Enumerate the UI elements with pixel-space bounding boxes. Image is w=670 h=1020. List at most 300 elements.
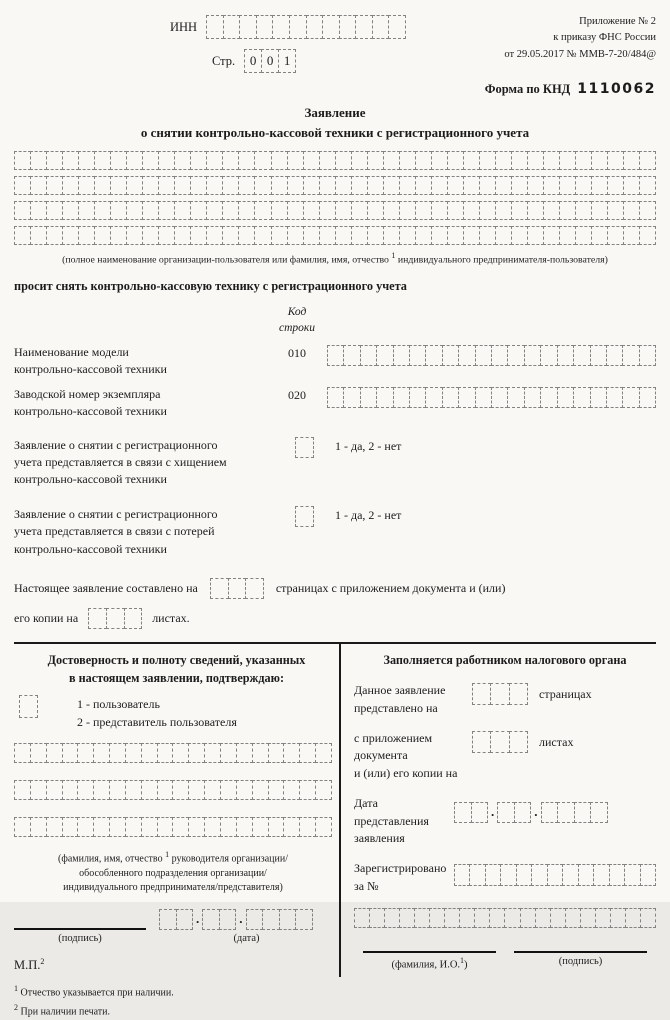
input-cell[interactable] bbox=[141, 780, 158, 800]
input-cell[interactable] bbox=[442, 345, 459, 366]
input-cell[interactable] bbox=[30, 817, 47, 837]
input-cell[interactable] bbox=[415, 201, 432, 220]
input-cell[interactable] bbox=[190, 226, 207, 245]
input-cell[interactable] bbox=[319, 201, 336, 220]
input-cell[interactable] bbox=[504, 908, 520, 928]
input-cell[interactable] bbox=[124, 608, 143, 629]
input-cell[interactable] bbox=[220, 780, 237, 800]
input-cell[interactable] bbox=[14, 176, 31, 195]
input-cell[interactable] bbox=[315, 743, 332, 763]
input-cell[interactable] bbox=[315, 780, 332, 800]
input-cell[interactable] bbox=[640, 864, 656, 886]
input-cell[interactable] bbox=[622, 387, 639, 408]
input-cell[interactable] bbox=[271, 201, 288, 220]
input-cell[interactable] bbox=[14, 817, 31, 837]
org-name-input-row[interactable] bbox=[14, 201, 656, 220]
input-cell[interactable] bbox=[254, 201, 271, 220]
input-cell[interactable] bbox=[383, 201, 400, 220]
signer-name-input-row[interactable] bbox=[14, 743, 332, 763]
input-cell[interactable] bbox=[157, 780, 174, 800]
input-cell[interactable] bbox=[415, 176, 432, 195]
input-cell[interactable] bbox=[479, 176, 496, 195]
input-cell[interactable] bbox=[623, 201, 640, 220]
input-cell[interactable] bbox=[354, 908, 370, 928]
input-cell[interactable] bbox=[252, 743, 269, 763]
input-cell[interactable] bbox=[447, 201, 464, 220]
input-cell[interactable] bbox=[289, 15, 307, 39]
input-cell[interactable] bbox=[93, 743, 110, 763]
input-cell[interactable] bbox=[46, 226, 63, 245]
input-cell[interactable] bbox=[110, 151, 127, 170]
input-cell[interactable] bbox=[109, 743, 126, 763]
input-cell[interactable] bbox=[463, 226, 480, 245]
input-cell[interactable] bbox=[360, 345, 377, 366]
date-month-input[interactable] bbox=[202, 909, 236, 930]
input-cell[interactable] bbox=[174, 151, 191, 170]
input-cell[interactable] bbox=[142, 151, 159, 170]
input-cell[interactable] bbox=[425, 345, 442, 366]
input-cell[interactable] bbox=[543, 226, 560, 245]
input-cell[interactable] bbox=[388, 15, 406, 39]
input-cell[interactable] bbox=[206, 201, 223, 220]
input-cell[interactable] bbox=[497, 802, 515, 823]
input-cell[interactable] bbox=[351, 176, 368, 195]
input-cell[interactable] bbox=[609, 864, 625, 886]
input-cell[interactable] bbox=[393, 387, 410, 408]
input-cell[interactable] bbox=[142, 226, 159, 245]
input-cell[interactable] bbox=[559, 201, 576, 220]
signer-type-checkbox-cell[interactable] bbox=[19, 695, 38, 718]
input-cell[interactable] bbox=[271, 176, 288, 195]
input-cell[interactable] bbox=[543, 176, 560, 195]
input-cell[interactable] bbox=[254, 226, 271, 245]
input-cell[interactable] bbox=[109, 780, 126, 800]
input-cell[interactable] bbox=[335, 176, 352, 195]
input-cell[interactable] bbox=[254, 176, 271, 195]
input-cell[interactable] bbox=[158, 176, 175, 195]
input-cell[interactable] bbox=[559, 151, 576, 170]
input-cell[interactable] bbox=[14, 151, 31, 170]
input-cell[interactable] bbox=[279, 909, 297, 930]
input-cell[interactable] bbox=[463, 176, 480, 195]
input-cell[interactable] bbox=[463, 151, 480, 170]
input-cell[interactable] bbox=[447, 176, 464, 195]
input-cell[interactable] bbox=[565, 908, 581, 928]
input-cell[interactable] bbox=[14, 780, 31, 800]
input-cell[interactable] bbox=[238, 176, 255, 195]
input-cell[interactable] bbox=[335, 201, 352, 220]
input-cell[interactable] bbox=[94, 201, 111, 220]
input-cell[interactable] bbox=[94, 151, 111, 170]
input-cell[interactable] bbox=[399, 201, 416, 220]
input-cell[interactable] bbox=[489, 908, 505, 928]
org-name-input-row[interactable] bbox=[14, 151, 656, 170]
input-cell[interactable] bbox=[77, 817, 94, 837]
input-cell[interactable] bbox=[623, 151, 640, 170]
input-cell[interactable] bbox=[500, 864, 516, 886]
input-cell[interactable] bbox=[593, 864, 609, 886]
input-cell[interactable] bbox=[46, 176, 63, 195]
input-cell[interactable] bbox=[303, 201, 320, 220]
input-cell[interactable] bbox=[295, 437, 314, 458]
input-cell[interactable] bbox=[14, 226, 31, 245]
input-cell[interactable] bbox=[591, 176, 608, 195]
input-cell[interactable] bbox=[283, 780, 300, 800]
input-cell[interactable] bbox=[516, 864, 532, 886]
input-cell[interactable] bbox=[335, 151, 352, 170]
input-cell[interactable] bbox=[93, 780, 110, 800]
input-cell[interactable] bbox=[442, 387, 459, 408]
input-cell[interactable] bbox=[625, 908, 641, 928]
input-cell[interactable] bbox=[46, 201, 63, 220]
input-cell[interactable] bbox=[454, 864, 470, 886]
input-cell[interactable] bbox=[190, 151, 207, 170]
copies-count-input[interactable] bbox=[88, 608, 142, 629]
input-cell[interactable] bbox=[327, 345, 344, 366]
serial-input[interactable] bbox=[327, 387, 656, 408]
input-cell[interactable] bbox=[228, 578, 247, 599]
input-cell[interactable] bbox=[527, 226, 544, 245]
input-cell[interactable] bbox=[431, 151, 448, 170]
input-cell[interactable] bbox=[62, 201, 79, 220]
input-cell[interactable] bbox=[158, 226, 175, 245]
theft-checkbox-cell[interactable] bbox=[295, 437, 314, 458]
input-cell[interactable] bbox=[46, 743, 63, 763]
input-cell[interactable] bbox=[239, 15, 257, 39]
input-cell[interactable] bbox=[283, 743, 300, 763]
input-cell[interactable] bbox=[429, 908, 445, 928]
input-cell[interactable] bbox=[62, 226, 79, 245]
input-cell[interactable] bbox=[343, 345, 360, 366]
input-cell[interactable] bbox=[559, 176, 576, 195]
input-cell[interactable] bbox=[514, 802, 532, 823]
input-cell[interactable] bbox=[174, 176, 191, 195]
input-cell[interactable] bbox=[14, 201, 31, 220]
input-cell[interactable] bbox=[141, 743, 158, 763]
input-cell[interactable] bbox=[507, 345, 524, 366]
date-year-input[interactable] bbox=[541, 802, 608, 823]
input-cell[interactable] bbox=[254, 151, 271, 170]
input-cell[interactable] bbox=[125, 780, 142, 800]
input-cell[interactable] bbox=[414, 908, 430, 928]
input-cell[interactable] bbox=[246, 909, 264, 930]
input-cell[interactable] bbox=[475, 387, 492, 408]
date-year-input[interactable] bbox=[246, 909, 313, 930]
input-cell[interactable] bbox=[543, 201, 560, 220]
input-cell[interactable] bbox=[495, 226, 512, 245]
input-cell[interactable] bbox=[383, 151, 400, 170]
input-cell[interactable] bbox=[283, 817, 300, 837]
input-cell[interactable] bbox=[78, 151, 95, 170]
input-cell[interactable] bbox=[471, 802, 489, 823]
input-cell[interactable] bbox=[606, 387, 623, 408]
input-cell[interactable] bbox=[252, 817, 269, 837]
input-cell[interactable] bbox=[158, 201, 175, 220]
input-cell[interactable] bbox=[383, 226, 400, 245]
input-cell[interactable] bbox=[271, 226, 288, 245]
input-cell[interactable] bbox=[30, 780, 47, 800]
input-cell[interactable] bbox=[190, 201, 207, 220]
input-cell[interactable] bbox=[306, 15, 324, 39]
input-cell[interactable] bbox=[383, 176, 400, 195]
input-cell[interactable] bbox=[220, 817, 237, 837]
input-cell[interactable] bbox=[606, 345, 623, 366]
input-cell[interactable] bbox=[126, 201, 143, 220]
input-cell[interactable] bbox=[188, 743, 205, 763]
input-cell[interactable] bbox=[535, 908, 551, 928]
input-cell[interactable] bbox=[475, 345, 492, 366]
input-cell[interactable] bbox=[623, 226, 640, 245]
input-cell[interactable] bbox=[399, 908, 415, 928]
input-cell[interactable] bbox=[46, 780, 63, 800]
input-cell[interactable]: 0 bbox=[244, 49, 262, 73]
input-cell[interactable] bbox=[367, 226, 384, 245]
input-cell[interactable] bbox=[88, 608, 107, 629]
input-cell[interactable] bbox=[574, 802, 592, 823]
officer-name-line[interactable] bbox=[363, 951, 496, 971]
input-cell[interactable] bbox=[511, 201, 528, 220]
input-cell[interactable] bbox=[376, 387, 393, 408]
date-day-input[interactable] bbox=[454, 802, 488, 823]
input-cell[interactable] bbox=[540, 387, 557, 408]
input-cell[interactable] bbox=[125, 817, 142, 837]
input-cell[interactable] bbox=[202, 909, 220, 930]
input-cell[interactable] bbox=[550, 908, 566, 928]
input-cell[interactable] bbox=[511, 176, 528, 195]
input-cell[interactable] bbox=[159, 909, 177, 930]
input-cell[interactable] bbox=[78, 176, 95, 195]
input-cell[interactable] bbox=[590, 345, 607, 366]
input-cell[interactable] bbox=[459, 908, 475, 928]
input-cell[interactable] bbox=[327, 387, 344, 408]
submitted-pages-input[interactable] bbox=[472, 683, 528, 705]
input-cell[interactable] bbox=[557, 802, 575, 823]
input-cell[interactable] bbox=[524, 387, 541, 408]
input-cell[interactable] bbox=[206, 151, 223, 170]
input-cell[interactable] bbox=[573, 345, 590, 366]
input-cell[interactable] bbox=[527, 201, 544, 220]
input-cell[interactable] bbox=[360, 387, 377, 408]
input-cell[interactable] bbox=[573, 387, 590, 408]
input-cell[interactable] bbox=[126, 226, 143, 245]
input-cell[interactable] bbox=[303, 226, 320, 245]
input-cell[interactable] bbox=[322, 15, 340, 39]
input-cell[interactable] bbox=[236, 817, 253, 837]
loss-checkbox-cell[interactable] bbox=[295, 506, 314, 527]
input-cell[interactable] bbox=[204, 780, 221, 800]
input-cell[interactable] bbox=[158, 151, 175, 170]
input-cell[interactable] bbox=[447, 151, 464, 170]
input-cell[interactable] bbox=[30, 151, 47, 170]
input-cell[interactable] bbox=[351, 201, 368, 220]
input-cell[interactable] bbox=[62, 817, 79, 837]
input-cell[interactable] bbox=[319, 176, 336, 195]
org-name-input-row[interactable] bbox=[14, 226, 656, 245]
input-cell[interactable] bbox=[157, 743, 174, 763]
input-cell[interactable] bbox=[372, 15, 390, 39]
input-cell[interactable] bbox=[399, 226, 416, 245]
input-cell[interactable] bbox=[30, 743, 47, 763]
input-cell[interactable] bbox=[62, 780, 79, 800]
input-cell[interactable] bbox=[78, 201, 95, 220]
officer-signature-line[interactable] bbox=[514, 951, 647, 971]
input-cell[interactable] bbox=[607, 151, 624, 170]
registration-number-input[interactable] bbox=[454, 864, 656, 886]
input-cell[interactable] bbox=[485, 864, 501, 886]
input-cell[interactable] bbox=[367, 201, 384, 220]
input-cell[interactable] bbox=[299, 780, 316, 800]
input-cell[interactable] bbox=[591, 226, 608, 245]
input-cell[interactable] bbox=[444, 908, 460, 928]
input-cell[interactable] bbox=[172, 817, 189, 837]
input-cell[interactable] bbox=[335, 226, 352, 245]
input-cell[interactable] bbox=[415, 226, 432, 245]
input-cell[interactable] bbox=[425, 387, 442, 408]
input-cell[interactable] bbox=[479, 226, 496, 245]
input-cell[interactable] bbox=[142, 201, 159, 220]
input-cell[interactable] bbox=[640, 908, 656, 928]
input-cell[interactable] bbox=[46, 151, 63, 170]
input-cell[interactable] bbox=[431, 176, 448, 195]
pages-count-input[interactable] bbox=[210, 578, 264, 599]
input-cell[interactable] bbox=[222, 226, 239, 245]
input-cell[interactable] bbox=[303, 151, 320, 170]
input-cell[interactable] bbox=[495, 176, 512, 195]
input-cell[interactable] bbox=[223, 15, 241, 39]
input-cell[interactable] bbox=[399, 176, 416, 195]
input-cell[interactable] bbox=[591, 151, 608, 170]
input-cell[interactable] bbox=[62, 151, 79, 170]
attachment-sheets-input[interactable] bbox=[472, 731, 528, 753]
input-cell[interactable] bbox=[622, 345, 639, 366]
signer-name-input-row[interactable] bbox=[14, 780, 332, 800]
input-cell[interactable] bbox=[236, 780, 253, 800]
input-cell[interactable] bbox=[376, 345, 393, 366]
input-cell[interactable] bbox=[607, 226, 624, 245]
input-cell[interactable] bbox=[490, 683, 509, 705]
input-cell[interactable] bbox=[30, 176, 47, 195]
input-cell[interactable] bbox=[491, 387, 508, 408]
input-cell[interactable] bbox=[491, 345, 508, 366]
input-cell[interactable] bbox=[343, 387, 360, 408]
input-cell[interactable] bbox=[94, 176, 111, 195]
signature-line[interactable] bbox=[14, 910, 146, 930]
input-cell[interactable] bbox=[188, 780, 205, 800]
input-cell[interactable] bbox=[557, 387, 574, 408]
input-cell[interactable] bbox=[339, 15, 357, 39]
input-cell[interactable] bbox=[409, 387, 426, 408]
input-cell[interactable] bbox=[367, 151, 384, 170]
input-cell[interactable] bbox=[369, 908, 385, 928]
input-cell[interactable] bbox=[479, 201, 496, 220]
input-cell[interactable] bbox=[77, 743, 94, 763]
input-cell[interactable] bbox=[355, 15, 373, 39]
input-cell[interactable] bbox=[62, 743, 79, 763]
input-cell[interactable] bbox=[590, 387, 607, 408]
input-cell[interactable] bbox=[543, 151, 560, 170]
input-cell[interactable] bbox=[287, 201, 304, 220]
date-month-input[interactable] bbox=[497, 802, 531, 823]
inn-input[interactable] bbox=[206, 15, 406, 39]
input-cell[interactable] bbox=[639, 387, 656, 408]
input-cell[interactable] bbox=[469, 864, 485, 886]
input-cell[interactable] bbox=[524, 345, 541, 366]
input-cell[interactable] bbox=[559, 226, 576, 245]
input-cell[interactable] bbox=[575, 226, 592, 245]
input-cell[interactable] bbox=[511, 151, 528, 170]
input-cell[interactable] bbox=[624, 864, 640, 886]
input-cell[interactable] bbox=[220, 743, 237, 763]
input-cell[interactable] bbox=[174, 201, 191, 220]
input-cell[interactable] bbox=[271, 151, 288, 170]
input-cell[interactable] bbox=[557, 345, 574, 366]
input-cell[interactable] bbox=[93, 817, 110, 837]
input-cell[interactable] bbox=[287, 176, 304, 195]
input-cell[interactable] bbox=[303, 176, 320, 195]
input-cell[interactable] bbox=[527, 176, 544, 195]
input-cell[interactable] bbox=[252, 780, 269, 800]
input-cell[interactable] bbox=[245, 578, 264, 599]
input-cell[interactable] bbox=[509, 683, 528, 705]
input-cell[interactable] bbox=[472, 683, 491, 705]
input-cell[interactable] bbox=[591, 201, 608, 220]
input-cell[interactable] bbox=[409, 345, 426, 366]
input-cell[interactable] bbox=[141, 817, 158, 837]
input-cell[interactable] bbox=[431, 226, 448, 245]
input-cell[interactable] bbox=[367, 176, 384, 195]
input-cell[interactable] bbox=[509, 731, 528, 753]
input-cell[interactable] bbox=[78, 226, 95, 245]
input-cell[interactable] bbox=[268, 780, 285, 800]
input-cell[interactable] bbox=[219, 909, 237, 930]
input-cell[interactable] bbox=[393, 345, 410, 366]
input-cell[interactable] bbox=[595, 908, 611, 928]
input-cell[interactable] bbox=[110, 201, 127, 220]
input-cell[interactable] bbox=[540, 345, 557, 366]
input-cell[interactable] bbox=[125, 743, 142, 763]
input-cell[interactable]: 0 bbox=[261, 49, 279, 73]
input-cell[interactable] bbox=[172, 780, 189, 800]
input-cell[interactable] bbox=[531, 864, 547, 886]
input-cell[interactable] bbox=[204, 743, 221, 763]
input-cell[interactable] bbox=[142, 176, 159, 195]
input-cell[interactable] bbox=[110, 226, 127, 245]
input-cell[interactable] bbox=[62, 176, 79, 195]
input-cell[interactable] bbox=[580, 908, 596, 928]
input-cell[interactable] bbox=[463, 201, 480, 220]
input-cell[interactable] bbox=[639, 201, 656, 220]
input-cell[interactable] bbox=[236, 743, 253, 763]
input-cell[interactable] bbox=[157, 817, 174, 837]
signer-name-input-row[interactable] bbox=[14, 817, 332, 837]
input-cell[interactable] bbox=[639, 345, 656, 366]
input-cell[interactable] bbox=[30, 226, 47, 245]
input-cell[interactable] bbox=[268, 743, 285, 763]
input-cell[interactable] bbox=[447, 226, 464, 245]
input-cell[interactable] bbox=[415, 151, 432, 170]
input-cell[interactable] bbox=[607, 201, 624, 220]
input-cell[interactable] bbox=[639, 151, 656, 170]
input-cell[interactable] bbox=[495, 151, 512, 170]
input-cell[interactable] bbox=[238, 201, 255, 220]
input-cell[interactable] bbox=[222, 151, 239, 170]
input-cell[interactable] bbox=[238, 226, 255, 245]
input-cell[interactable] bbox=[541, 802, 559, 823]
input-cell[interactable] bbox=[126, 176, 143, 195]
input-cell[interactable] bbox=[607, 176, 624, 195]
input-cell[interactable] bbox=[547, 864, 563, 886]
input-cell[interactable] bbox=[295, 506, 314, 527]
